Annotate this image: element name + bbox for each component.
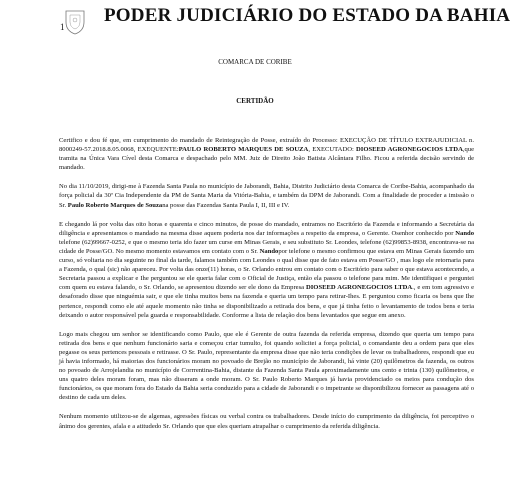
paragraph-3 bbox=[59, 220, 474, 320]
header-number: 1 bbox=[60, 22, 65, 32]
text-run: Nenhum momento utilizou-se de algemas, agressões físicas ou verbal contra os trabalhadores. Desde início do cumprimento da diligência, foi perceptivo o ânimo dos gerentes, afala e a atitudedo Sr. Orlando que que eles queriam atrapalhar o cumprimento da referida diligência. bbox=[59, 413, 474, 430]
beneficiary-name: Paulo Roberto Marques de Souza bbox=[67, 201, 163, 209]
text-run: na posse das Fazendas Santa Paula I, II, III e IV. bbox=[162, 201, 290, 209]
text-run: No dia 11/10/2019, dirigi-me à Fazenda Santa Paula no município de Jaborandi, Bahia, Distrito Judiciário desta Comarca de Coribe-Bahia, acompanhado da força policial da 30ª Cia Independente da PM de Santa Maria da Vitória-Bahia, e também da DPM de Jaborandi. Com a finalidade de proceder a imissão o Sr. bbox=[59, 183, 474, 209]
page-title: PODER JUDICIÁRIO DO ESTADO DA BAHIA bbox=[104, 5, 510, 26]
executado-name: DIOSEED AGRONEGOCIOS LTDA bbox=[356, 146, 463, 154]
text-run: telefone (62)99667-0252, e que o mesmo teria ido fazer um curse em Minas Gerais, e seu substituto Sr. Leondes, telefone (62)99853-8938, encontrava-se na cidade de Posse/GO. No mesmo momento estavamos em contato com o Sr. bbox=[59, 238, 474, 255]
bold-name: Nando bbox=[259, 247, 279, 255]
exequente-name: PAULO ROBERTO MARQUES DE SOUZA bbox=[178, 146, 309, 154]
bold-name: Nando bbox=[455, 229, 474, 237]
company-name: DIOSEED AGRONEGOCIOS LTDA bbox=[305, 284, 413, 292]
certificate-body bbox=[59, 136, 474, 441]
text-run: , EXECUTADO: bbox=[308, 146, 357, 154]
text-run: ., e em tom agressivo e desaforado disse que ninguémia sair, e que ele tinha muitos bens na fazenda e queria um tempo para retirar-Ihes. E perguntou como ficaria os bens que Ihe pertence, respondi como ele até aquele momento não tinha se disponibilizado a retirada dos bens, e que já tinha feito o levantamento de todos bens e teria deixando o autor responsável pela guarda e responsabilidade. Conforme a lista de relação dos bens levantados que segue em anexo. bbox=[59, 284, 474, 319]
paragraph-2 bbox=[59, 182, 474, 209]
certificate-title: CERTIDÃO bbox=[236, 97, 274, 105]
text-run: por telefone o mesmo confirmou que estava em Minas Gerais fazendo um curso, só voltaria no dia seguinte no final da tarde, falamos também com Leondes o qual disse que de fato estava em Posse/GO , mas logo ele retornaria para a Fazenda, o qual (sic) não apareceu. Por volta das onze(11) horas, o Sr. Orlando entrou em contato com o Escritório para saber o que estava acontecendo, a Secretaria passou a explicar e Ihe perguntou se ele queria falar com o Oficial de Justiça, então ela passou o telefone para mim. Me identifiquei e perguntei com quem eu estava falando, o Sr. Orlando, se apresentou dizendo ser ele dono da Empresa bbox=[59, 247, 474, 292]
text-run: Logo mais chegou um senhor se identificando como Paulo, que ele é Gerente de outra fazenda da referida empresa, dizendo que queria um tempo para retirada dos bens e que nenhum funcionário saria e começou criar tumulto, foi quando solicitei a força policial, o comandante deu a ordem para que eles pegasse os seus pertences pessoais e retirasse. O Sr. Paulo, representante da empresa disse que não teria condições de levar os trabalhadores, respondi que eu já havia informado, há maiorias dos funcionários moram no povoado de Brejão no município de Jaborandi, há vinte (20) quilômetros da fazenda, os outros no povoado de Arrojelandia no município de Corrrentina-Bahia, distante da Fazenda Santa Paula aproximadamente uns cento e trinta (130) quilômetros, e uns quatro deles moram foram, mas não disseram a onde moram. O Sr. Paulo Roberto Marques já havia providenciado os meios para condução dos funcionários, os que moram fora do Estado da Bahia seria conduzido para a cidade de Jaborandi e o impetrante se disponibilizou fornecer as passagens até o destino de cada um deles. bbox=[59, 330, 474, 402]
text-run: E chegando lá por volta das oito horas e quarenta e cinco minutos, de posse do mandado, entramos no Escritório da Fazenda e informando a Secretária da diligência e apresentamos o mandado na mesma disse aquem poderia nos dar informações a respeito da empresa, o Gerente. Osenhor conhecido por bbox=[59, 220, 474, 237]
text-run: Certifico e dou fé que, em cumprimento do mandado de Reintegração de Posse, extraído do Processo: EXECUÇÃO DE TÍTULO EXTRAJUDICIAL n. 8000249-57.2018.8.05.0068, EXEQUENTE: bbox=[59, 137, 474, 154]
coat-of-arms-icon bbox=[62, 8, 88, 36]
paragraph-5 bbox=[59, 412, 474, 430]
paragraph-4 bbox=[59, 330, 474, 403]
comarca-line: COMARCA DE CORIBE bbox=[218, 58, 292, 66]
text-run: ,que tramita na Única Vara Cível desta Comarca e despachado pelo MM. Juiz de Direito João Batista Alcântara Filho. Ficou a referida decisão servindo de mandado. bbox=[59, 146, 475, 172]
paragraph-1 bbox=[59, 136, 474, 172]
